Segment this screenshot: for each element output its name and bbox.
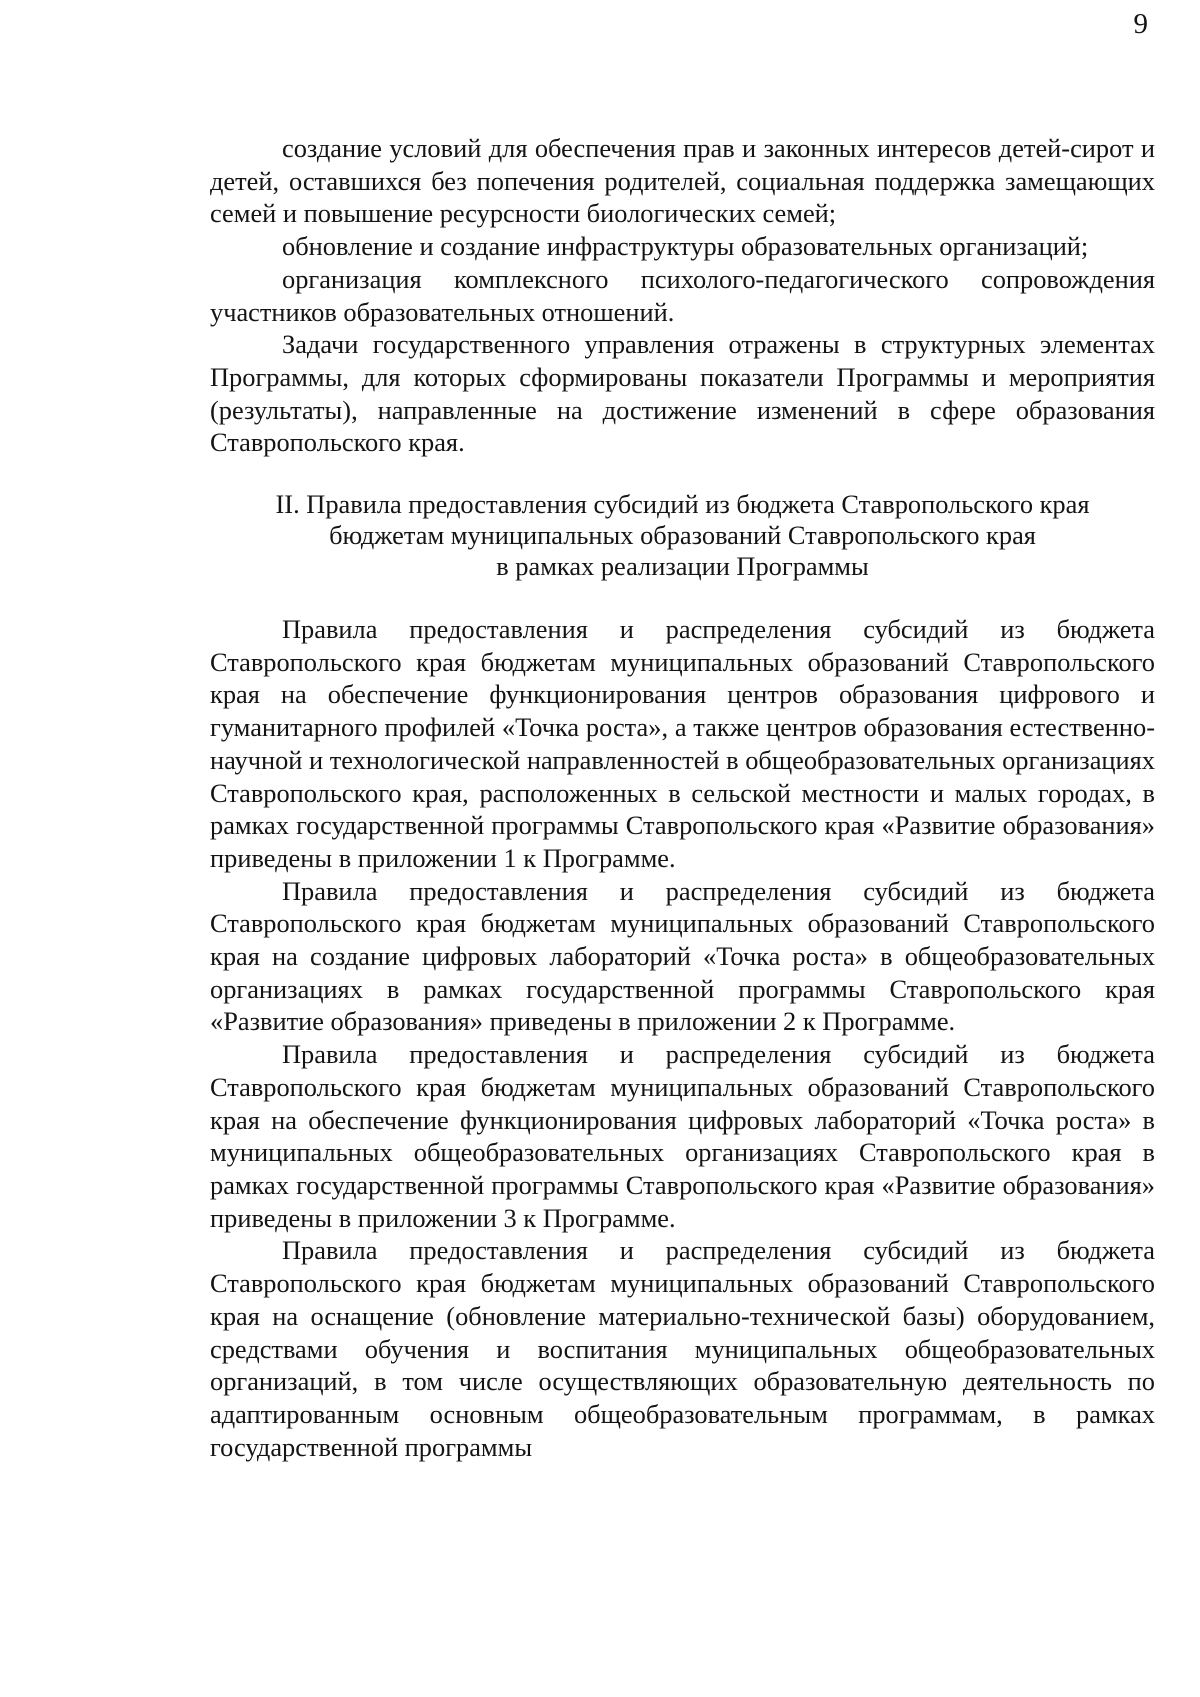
paragraph-rules-appendix-3: Правила предоставления и распределения субсидий из бюджета Ставропольского края бюджетам муниципальных образований Ставропольского края на обеспечение функционирования цифровых лабораторий «Точка роста» в муниципальных общеобразовательных организациях Ставропольского края в рамках государственной программы Ставропольского края «Развитие образования» приведены в приложении 3 к Программе.: [210, 1039, 1155, 1233]
paragraph-management-tasks: Задачи государственного управления отражены в структурных элементах Программы, для которых сформированы показатели Программы и мероприятия (результаты), направленные на достижение изменений в сфере образования Ставропольского края.: [210, 329, 1155, 458]
paragraph-rules-appendix-1: Правила предоставления и распределения субсидий из бюджета Ставропольского края бюджетам муниципальных образований Ставропольского края на обеспечение функционирования центров образования цифрового и гуманитарного профилей «Точка роста», а также центров образования естественно-научной и технологической направленностей в общеобразовательных организациях Ставропольского края, расположенных в сельской местности и малых городах, в рамках государственной программы Ставропольского края «Развитие образования» приведены в приложении 1 к Программе.: [210, 614, 1155, 873]
page-number: 9: [1133, 8, 1148, 40]
document-body: [210, 132, 1155, 1463]
section-heading-line: II. Правила предоставления субсидий из бюджета Ставропольского края: [275, 489, 1090, 520]
paragraph-infrastructure: обновление и создание инфраструктуры образовательных организаций;: [282, 231, 1089, 262]
paragraph-rules-equipment: Правила предоставления и распределения субсидий из бюджета Ставропольского края бюджетам муниципальных образований Ставропольского края на оснащение (обновление материально-технической базы) оборудованием, средствами обучения и воспитания муниципальных общеобразовательных организаций, в том числе осуществляющих образовательную деятельность по адаптированным основным общеобразовательным программам, в рамках государственной программы: [210, 1235, 1155, 1462]
section-heading-line: в рамках реализации Программы: [496, 551, 869, 582]
section-heading-line: бюджетам муниципальных образований Ставропольского края: [329, 520, 1036, 551]
section-heading: [250, 489, 1115, 582]
paragraph-rules-appendix-2: Правила предоставления и распределения субсидий из бюджета Ставропольского края бюджетам муниципальных образований Ставропольского края на создание цифровых лабораторий «Точка роста» в общеобразовательных организациях в рамках государственной программы Ставропольского края «Развитие образования» приведены в приложении 2 к Программе.: [210, 875, 1155, 1037]
paragraph-orphans-support: создание условий для обеспечения прав и законных интересов детей-сирот и детей, оставшихся без попечения родителей, социальная поддержка замещающих семей и повышение ресурсности биологических семей;: [210, 133, 1155, 229]
paragraph-psychological-support: организация комплексного психолого-педагогического сопровождения участников образовательных отношений.: [210, 263, 1155, 327]
